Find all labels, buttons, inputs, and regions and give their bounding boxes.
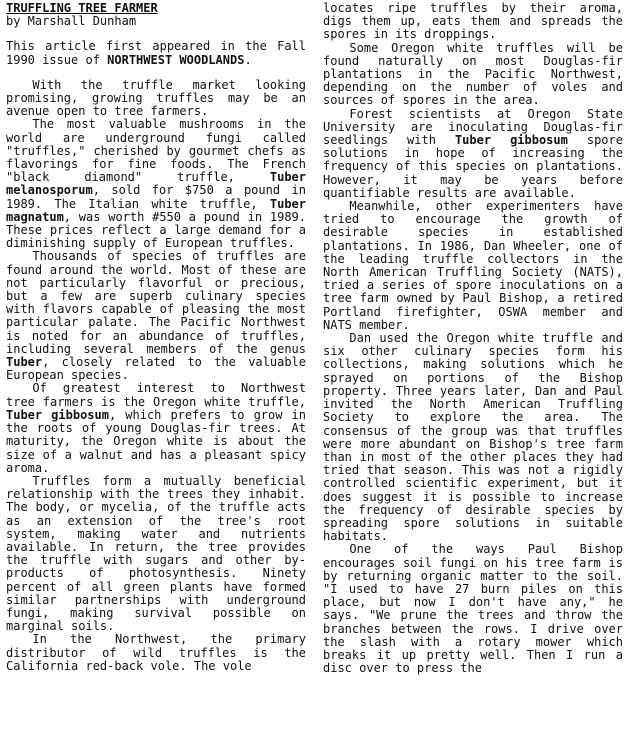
genus-name: Tuber <box>6 355 43 370</box>
text-run: , closely related to the valuable European species. <box>6 355 306 383</box>
text-run: Of greatest interest to Northwest tree farmers is the Oregon white truffle, <box>6 381 306 409</box>
species-name: Tuber gibbosum <box>454 133 568 148</box>
left-column <box>6 2 306 673</box>
text-run: Forest scientists at Oregon State University are inoculating Douglas-fir seedlings with <box>323 106 623 148</box>
text-run: Thousands of species of truffles are found around the world. Most of these are not particularly flavorful or precious, but a few are superb culinary species with flavors capable of pleasing the most particular palate. The Pacific Northwest is noted for an abundance of truffles, including several members of the genus <box>6 249 306 356</box>
paragraph-intro-promising: With the truffle market looking promising, growing truffles may be an avenue open to tree farmers. <box>6 77 306 119</box>
paragraph-relationship: Truffles form a mutually beneficial relationship with the trees they inhabit. The body, or mycelia, of the truffle acts as an extension of the tree's root system, making water and nutrients available. In return, the tree provides the truffle with sugars and other by-products of photosynthesis. Ninety percent of all green plants have formed similar partnerships with underground fungi, making survival possible on marginal soils. <box>6 473 306 634</box>
paragraph-experimenters: Meanwhile, other experimenters have tried to encourage the growth of desirable species in established plantations. In 1986, Dan Wheeler, one of the leading truffle collectors in the North American Truffling Society (NATS), tried a series of spore inoculations on a tree farm owned by Paul Bishop, a retired Portland firefighter, OSWA member and NATS member. <box>323 199 623 332</box>
paragraph-valuable-mushrooms <box>6 118 306 250</box>
species-name: Tuber magnatum <box>6 196 306 224</box>
article-title: TRUFFLING TREE FARMER <box>6 1 158 15</box>
article-intro <box>6 40 306 66</box>
paragraph-distributor: In the Northwest, the primary distributor of wild truffles is the California red-back vole. The vole <box>6 632 306 673</box>
text-run: , which prefers to grow in the roots of young Douglas-fir trees. At maturity, the Oregon white is about the size of a walnut and has a pleasant spicy aroma. <box>6 407 306 475</box>
intro-publication: NORTHWEST WOODLANDS <box>107 52 245 67</box>
text-run: The most valuable mushrooms in the world are underground fungi called "truffles," cherished by gourmet chefs as flavorings for fine foods. The French "black diamond" truffle, <box>6 117 306 185</box>
paragraph-paul-bishop: One of the ways Paul Bishop encourages soil fungi on his tree farm is by returning organic matter to the soil. "I used to have 27 burn piles on this place, but now I don't have any," he says. "We prune the trees and throw the branches between the rows. I drive over the slash with a rotary mower which breaks it up pretty well. Then I run a disc over to press the <box>323 542 623 676</box>
text-run: , sold for $750 a pound in 1989. The Italian white truffle, <box>6 183 306 211</box>
intro-text-before: This article first appeared in the Fall 1990 issue of <box>6 39 306 67</box>
species-name: Tuber melanosporum <box>6 170 306 198</box>
paragraph-forest-scientists <box>323 108 623 200</box>
paragraph-oregon-plantations: Some Oregon white truffles will be found naturally on most Douglas-fir plantations in the Pacific Northwest, depending on the number of voles and sources of spores in the area. <box>323 40 623 108</box>
article-byline: by Marshall Dunham <box>6 14 137 29</box>
paragraph-thousands-species <box>6 250 306 382</box>
intro-text-after: . <box>244 52 252 67</box>
right-column <box>323 2 623 675</box>
paragraph-oregon-white <box>6 382 306 474</box>
text-run: , was worth #550 a pound in 1989. These prices reflect a large demand for a diminishing supply of European truffles. <box>6 209 306 251</box>
paragraph-continuation: locates ripe truffles by their aroma, digs them up, eats them and spreads the spores in its droppings. <box>323 1 623 42</box>
text-run: spore solutions in hope of increasing the frequency of this species on plantations. However, it may be years before quantifiable results are available. <box>323 133 623 200</box>
paragraph-dan-used: Dan used the Oregon white truffle and six other culinary species form his collections, making solutions which he sprayed on portions of the Bishop property. Three years later, Dan and Paul invited the North American Truffling Society to explore the area. The consensus of the group was that truffles were more abundant on Bishop's tree farm than in most of the other places they had tried that season. This was not a rigidly controlled scientific experiment, but it does suggest it is possible to increase the frequency of desirable species by spreading spore solutions in suitable habitats. <box>323 331 623 544</box>
species-name: Tuber gibbosum <box>6 407 109 422</box>
